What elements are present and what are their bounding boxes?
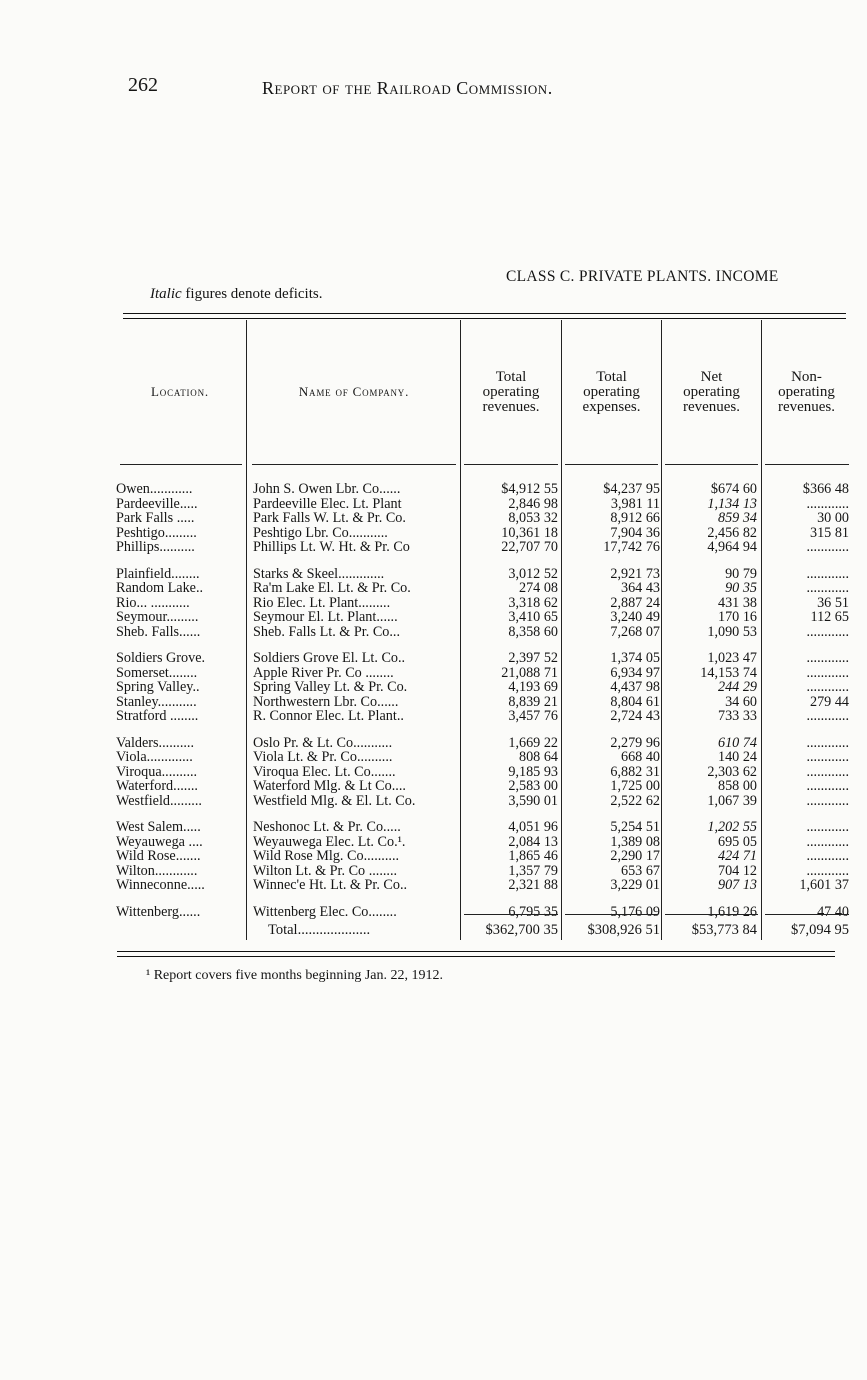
net-revenues-cell: 140 24 <box>717 750 757 765</box>
italic-word: Italic <box>150 286 182 302</box>
net-revenues-cell: 907 13 <box>717 878 757 893</box>
header-separator <box>464 464 558 465</box>
total-expenses-cell: 2,724 43 <box>610 709 660 724</box>
header-line: Total <box>495 369 527 385</box>
total-row <box>116 920 851 940</box>
company-cell: Oslo Pr. & Lt. Co........... <box>253 735 393 750</box>
total-expenses-cell: 3,981 11 <box>610 496 660 511</box>
header-line: operating <box>778 384 835 400</box>
header-separator <box>120 464 242 465</box>
net-revenues-cell: 2,456 82 <box>707 525 757 540</box>
location-cell: Plainfield........ <box>116 566 200 581</box>
total-separator <box>765 914 849 915</box>
location-cell: Wittenberg...... <box>116 904 201 919</box>
non-operating-cell: ............ <box>806 680 849 695</box>
total-revenues-cell: 4,051 96 <box>508 820 558 835</box>
company-cell: Soldiers Grove El. Lt. Co.. <box>253 651 406 666</box>
net-revenues-cell: 431 38 <box>717 595 757 610</box>
location-cell: Viola............. <box>116 750 193 765</box>
table-row <box>116 864 851 879</box>
non-operating-cell: ............ <box>806 863 849 878</box>
net-revenues-cell: 1,090 53 <box>707 624 757 639</box>
total-revenues-cell: 4,193 69 <box>508 680 558 695</box>
row-group <box>116 567 851 640</box>
header-line: revenues. <box>777 399 836 415</box>
location-cell: Viroqua.......... <box>116 764 198 779</box>
total-expenses-cell: 2,279 96 <box>610 735 660 750</box>
total-expenses-cell: 4,437 98 <box>610 680 660 695</box>
location-cell: Somerset........ <box>116 665 198 680</box>
non-operating-cell: ............ <box>806 566 849 581</box>
net-revenues-cell: 1,067 39 <box>707 793 757 808</box>
total-expenses-cell: 2,290 17 <box>610 849 660 864</box>
total-revenues-cell: 9,185 93 <box>508 764 558 779</box>
location-cell: Stratford ........ <box>116 709 199 724</box>
italic-note-text: figures denote deficits. <box>181 286 323 302</box>
non-operating-cell: 36 51 <box>817 595 849 610</box>
company-cell: Rio Elec. Lt. Plant......... <box>253 595 391 610</box>
total-revenues: $362,700 35 <box>485 922 558 938</box>
header-line: revenues. <box>682 399 741 415</box>
total-revenues-cell: 2,084 13 <box>508 834 558 849</box>
non-operating-cell: 112 65 <box>810 610 849 625</box>
header-total-expenses <box>562 370 661 415</box>
table-row <box>116 820 851 835</box>
total-expenses-cell: 653 67 <box>620 863 660 878</box>
net-revenues-cell: $674 60 <box>710 482 757 497</box>
net-revenues-cell: 14,153 74 <box>700 665 757 680</box>
table-row <box>116 736 851 751</box>
total-expenses-cell: 8,804 61 <box>610 694 660 709</box>
table-row <box>116 849 851 864</box>
net-revenues-cell: 704 12 <box>717 863 757 878</box>
total-revenues-cell: 3,410 65 <box>508 610 558 625</box>
company-cell: John S. Owen Lbr. Co...... <box>253 482 401 497</box>
row-group <box>116 905 851 920</box>
location-cell: Sheb. Falls...... <box>116 624 201 639</box>
non-operating-cell: ............ <box>806 651 849 666</box>
table-row <box>116 511 851 526</box>
total-revenues-cell: 2,321 88 <box>508 878 558 893</box>
class-heading: CLASS C. PRIVATE PLANTS. INCOME <box>506 268 779 285</box>
header-separator <box>765 464 849 465</box>
header-line: Non- <box>791 369 822 385</box>
total-expenses-cell: 7,268 07 <box>610 624 660 639</box>
non-operating-cell: ............ <box>806 709 849 724</box>
company-cell: Apple River Pr. Co ........ <box>253 665 394 680</box>
non-operating-cell: ............ <box>806 540 849 555</box>
location-cell: Valders.......... <box>116 735 195 750</box>
header-net-revenues <box>662 370 761 415</box>
location-cell: West Salem..... <box>116 820 201 835</box>
header-non-operating <box>762 370 851 415</box>
non-operating-cell: ............ <box>806 834 849 849</box>
header-separator <box>252 464 456 465</box>
company-cell: Ra'm Lake El. Lt. & Pr. Co. <box>253 581 411 596</box>
location-cell: Spring Valley.. <box>116 680 200 695</box>
table-row <box>116 625 851 640</box>
company-cell: Wittenberg Elec. Co........ <box>253 904 397 919</box>
header-line: Net <box>700 369 723 385</box>
company-cell: Phillips Lt. W. Ht. & Pr. Co <box>253 540 410 555</box>
company-cell: Neshonoc Lt. & Pr. Co..... <box>253 820 401 835</box>
net-revenues-cell: 610 74 <box>717 735 757 750</box>
company-cell: Park Falls W. Lt. & Pr. Co. <box>253 511 406 526</box>
total-revenues-cell: 3,590 01 <box>508 793 558 808</box>
total-revenues-cell: 3,457 76 <box>508 709 558 724</box>
non-operating-cell: ............ <box>806 665 849 680</box>
non-operating-cell: ............ <box>806 735 849 750</box>
total-expenses-cell: 668 40 <box>620 750 660 765</box>
location-cell: Wild Rose....... <box>116 849 201 864</box>
net-revenues-cell: 2,303 62 <box>707 764 757 779</box>
location-cell: Random Lake.. <box>116 581 204 596</box>
location-cell: Waterford....... <box>116 779 198 794</box>
row-group <box>116 820 851 893</box>
header-line: Total <box>596 369 627 385</box>
total-revenues-cell: 6,795 35 <box>508 904 558 919</box>
total-revenues-cell: 274 08 <box>518 581 558 596</box>
total-expenses-cell: 8,912 66 <box>610 511 660 526</box>
total-revenues-cell: 8,358 60 <box>508 624 558 639</box>
total-non-operating: $7,094 95 <box>791 922 849 938</box>
total-expenses-cell: $4,237 95 <box>603 482 660 497</box>
total-revenues-cell: 808 64 <box>518 750 558 765</box>
net-revenues-cell: 34 60 <box>725 694 757 709</box>
non-operating-cell: ............ <box>806 779 849 794</box>
non-operating-cell: ............ <box>806 581 849 596</box>
net-revenues-cell: 1,202 55 <box>707 820 757 835</box>
location-cell: Phillips.......... <box>116 540 195 555</box>
non-operating-cell: ............ <box>806 624 849 639</box>
total-expenses-cell: 1,389 08 <box>610 834 660 849</box>
table-row <box>116 765 851 780</box>
total-net-revenues: $53,773 84 <box>691 922 757 938</box>
non-operating-cell: ............ <box>806 764 849 779</box>
table-row <box>116 526 851 541</box>
company-cell: Wild Rose Mlg. Co.......... <box>253 849 400 864</box>
header-line: operating <box>482 384 540 400</box>
net-revenues-cell: 1,134 13 <box>707 496 757 511</box>
total-expenses-cell: 1,725 00 <box>610 779 660 794</box>
total-revenues-cell: 2,846 98 <box>508 496 558 511</box>
total-revenues-cell: 1,669 22 <box>508 735 558 750</box>
total-expenses-cell: 1,374 05 <box>610 651 660 666</box>
company-cell: Northwestern Lbr. Co...... <box>253 694 399 709</box>
page-number: 262 <box>128 74 158 96</box>
non-operating-cell: 47 40 <box>817 904 849 919</box>
non-operating-cell: 279 44 <box>809 694 849 709</box>
table-row <box>116 540 851 555</box>
company-cell: Pardeeville Elec. Lt. Plant <box>253 496 402 511</box>
net-revenues-cell: 1,023 47 <box>707 651 757 666</box>
table-row <box>116 651 851 666</box>
table-bottom-rule-2 <box>117 956 835 957</box>
company-cell: Peshtigo Lbr. Co........... <box>253 525 388 540</box>
company-cell: Seymour El. Lt. Plant...... <box>253 610 398 625</box>
table-row <box>116 878 851 893</box>
location-cell: Pardeeville..... <box>116 496 198 511</box>
net-revenues-cell: 90 79 <box>725 566 757 581</box>
table-row <box>116 750 851 765</box>
net-revenues-cell: 733 33 <box>717 709 757 724</box>
location-cell: Rio... ........... <box>116 595 190 610</box>
company-cell: Weyauwega Elec. Lt. Co.¹. <box>253 834 406 849</box>
company-cell: R. Connor Elec. Lt. Plant.. <box>253 709 404 724</box>
company-cell: Wilton Lt. & Pr. Co ........ <box>253 863 398 878</box>
table-top-rule <box>123 313 846 314</box>
non-operating-cell: 315 81 <box>809 525 849 540</box>
location-cell: Owen............ <box>116 482 193 497</box>
total-revenues-cell: $4,912 55 <box>501 482 558 497</box>
header-location: Location. <box>151 384 209 399</box>
total-expenses-cell: 2,522 62 <box>610 793 660 808</box>
table-row <box>116 666 851 681</box>
total-expenses-cell: 5,254 51 <box>610 820 660 835</box>
header-separator <box>565 464 658 465</box>
total-revenues-cell: 10,361 18 <box>501 525 558 540</box>
table-row <box>116 835 851 850</box>
company-cell: Westfield Mlg. & El. Lt. Co. <box>253 793 416 808</box>
total-revenues-cell: 1,865 46 <box>508 849 558 864</box>
total-expenses-cell: 364 43 <box>620 581 660 596</box>
total-separator <box>464 914 558 915</box>
total-revenues-cell: 8,053 32 <box>508 511 558 526</box>
total-separator <box>565 914 658 915</box>
italic-note <box>150 286 322 303</box>
row-group <box>116 482 851 555</box>
header-line: operating <box>583 384 640 400</box>
total-expenses-cell: 3,229 01 <box>610 878 660 893</box>
total-expenses-cell: 6,882 31 <box>610 764 660 779</box>
non-operating-cell: ............ <box>806 820 849 835</box>
total-label: Total.................... <box>268 922 371 938</box>
company-cell: Waterford Mlg. & Lt Co.... <box>253 779 406 794</box>
table-row <box>116 567 851 582</box>
company-cell: Viroqua Elec. Lt. Co....... <box>253 764 396 779</box>
total-revenues-cell: 8,839 21 <box>508 694 558 709</box>
total-revenues-cell: 3,318 62 <box>508 595 558 610</box>
non-operating-cell: $366 48 <box>802 482 849 497</box>
company-cell: Spring Valley Lt. & Pr. Co. <box>253 680 408 695</box>
footnote: ¹ Report covers five months beginning Jan. 22, 1912. <box>146 968 443 983</box>
table-row <box>116 581 851 596</box>
header-company: Name of Company. <box>298 384 410 399</box>
table-bottom-rule <box>117 951 835 952</box>
net-revenues-cell: 244 29 <box>717 680 757 695</box>
non-operating-cell: 30 00 <box>817 511 849 526</box>
table-row <box>116 794 851 809</box>
net-revenues-cell: 90 35 <box>725 581 757 596</box>
total-expenses-cell: 7,904 36 <box>610 525 660 540</box>
total-separator <box>665 914 758 915</box>
total-revenues-cell: 21,088 71 <box>501 665 558 680</box>
row-group <box>116 736 851 809</box>
net-revenues-cell: 858 00 <box>717 779 757 794</box>
header-line: revenues. <box>482 399 540 415</box>
net-revenues-cell: 859 34 <box>717 511 757 526</box>
non-operating-cell: ............ <box>806 750 849 765</box>
company-cell: Viola Lt. & Pr. Co.......... <box>253 750 393 765</box>
total-revenues-cell: 3,012 52 <box>508 566 558 581</box>
non-operating-cell: ............ <box>806 496 849 511</box>
table-row <box>116 905 851 920</box>
location-cell: Weyauwega .... <box>116 834 203 849</box>
net-revenues-cell: 695 05 <box>717 834 757 849</box>
location-cell: Westfield......... <box>116 793 202 808</box>
location-cell: Soldiers Grove. <box>116 651 206 666</box>
table-row <box>116 695 851 710</box>
net-revenues-cell: 170 16 <box>717 610 757 625</box>
location-cell: Peshtigo......... <box>116 525 197 540</box>
total-expenses-cell: 5,176 09 <box>610 904 660 919</box>
running-title: Report of the Railroad Commission. <box>262 78 553 98</box>
total-expenses-cell: 2,921 73 <box>610 566 660 581</box>
total-expenses-cell: 6,934 97 <box>610 665 660 680</box>
table-row <box>116 610 851 625</box>
total-expenses-cell: 2,887 24 <box>610 595 660 610</box>
net-revenues-cell: 424 71 <box>717 849 757 864</box>
location-cell: Wilton............ <box>116 863 198 878</box>
total-expenses-cell: 3,240 49 <box>610 610 660 625</box>
company-cell: Winnec'e Ht. Lt. & Pr. Co.. <box>253 878 408 893</box>
total-revenues-cell: 2,583 00 <box>508 779 558 794</box>
header-total-revenues <box>462 370 560 415</box>
table-row <box>116 709 851 724</box>
table-row <box>116 779 851 794</box>
net-revenues-cell: 1,619 26 <box>707 904 757 919</box>
table-row <box>116 680 851 695</box>
company-cell: Starks & Skeel............. <box>253 566 385 581</box>
header-line: expenses. <box>582 399 641 415</box>
total-expenses: $308,926 51 <box>587 922 660 938</box>
non-operating-cell: ............ <box>806 793 849 808</box>
location-cell: Park Falls ..... <box>116 511 195 526</box>
table-row <box>116 497 851 512</box>
company-cell: Sheb. Falls Lt. & Pr. Co... <box>253 624 401 639</box>
table-body <box>116 482 851 931</box>
table-row <box>116 596 851 611</box>
header-separator <box>665 464 758 465</box>
total-revenues-cell: 1,357 79 <box>508 863 558 878</box>
total-revenues-cell: 2,397 52 <box>508 651 558 666</box>
table-row <box>116 482 851 497</box>
non-operating-cell: ............ <box>806 849 849 864</box>
row-group <box>116 651 851 724</box>
non-operating-cell: 1,601 37 <box>799 878 849 893</box>
location-cell: Seymour......... <box>116 610 199 625</box>
location-cell: Winneconne..... <box>116 878 205 893</box>
total-expenses-cell: 17,742 76 <box>603 540 660 555</box>
header-line: operating <box>683 384 740 400</box>
total-revenues-cell: 22,707 70 <box>501 540 558 555</box>
net-revenues-cell: 4,964 94 <box>707 540 757 555</box>
income-table <box>116 318 851 958</box>
location-cell: Stanley........... <box>116 694 197 709</box>
